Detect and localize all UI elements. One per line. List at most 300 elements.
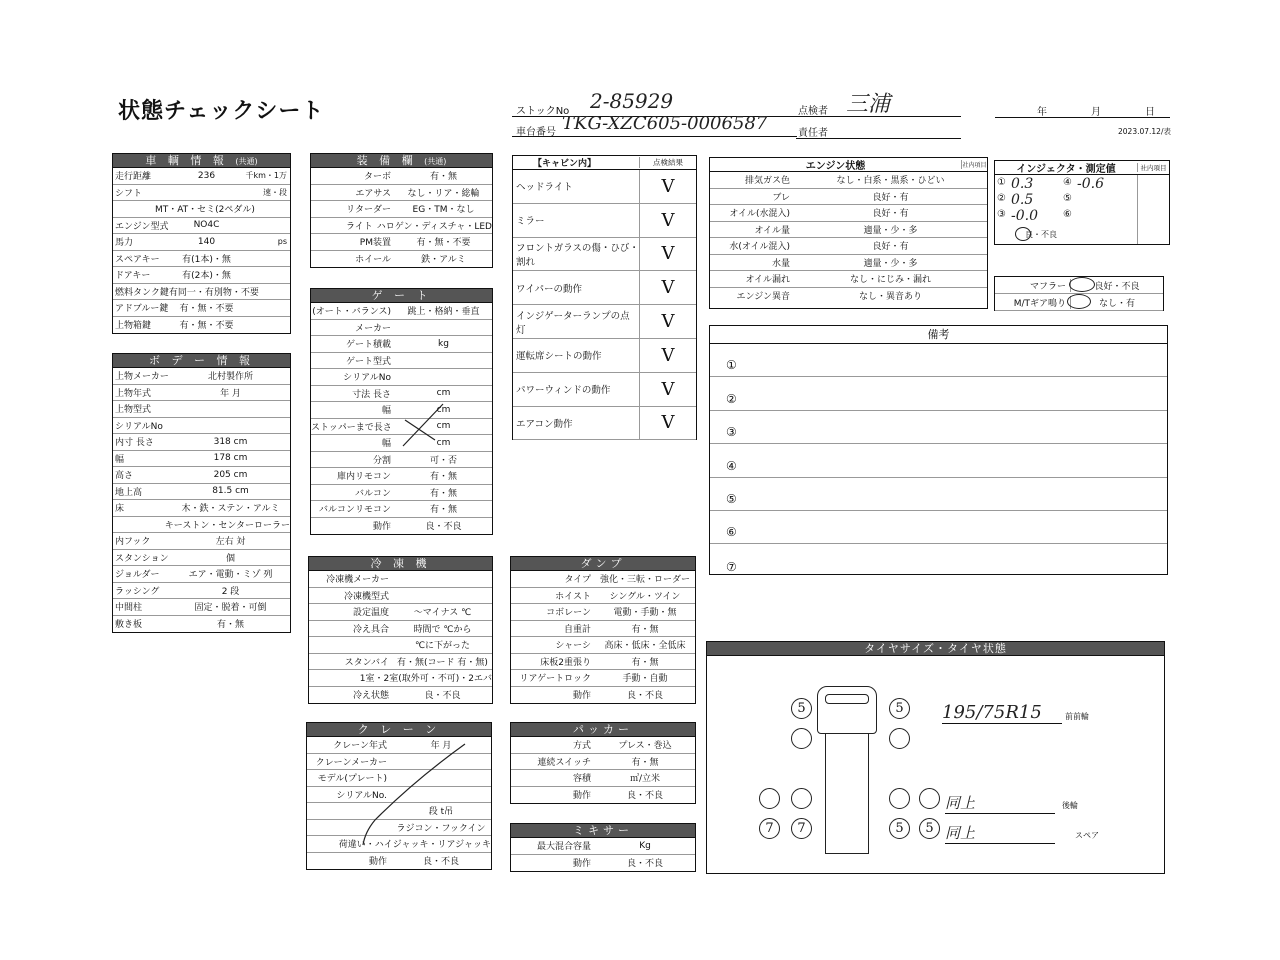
engine-row-value: 適量・少・多: [863, 258, 918, 269]
injector-value: [1077, 193, 1129, 207]
body-row-label: シリアルNo: [115, 421, 163, 432]
cabin-check-mark: V: [639, 170, 696, 203]
body-row: [113, 401, 290, 418]
dump-row: [511, 637, 695, 654]
gate-row-label: 寸法 長さ: [352, 389, 391, 400]
body-row: [113, 599, 290, 616]
chassis-value: TKG-XZC605-0006587: [562, 113, 768, 134]
reefer-row: [309, 604, 492, 621]
cabin-check-label: フロントガラスの傷・ひび・割れ: [516, 242, 639, 268]
body-row-value: 2 段: [221, 586, 240, 597]
gate-row-value: kg: [438, 338, 449, 349]
notes-line: ③: [710, 411, 1167, 444]
engine-row-value: 良好・有: [872, 192, 909, 203]
vehicle-row-value: 有(2本)・無: [182, 271, 231, 282]
crane-strike-mark: [345, 740, 475, 850]
gate-row: [311, 303, 492, 320]
dump-title: ダンプ: [511, 557, 695, 571]
body-row: [113, 368, 290, 385]
packer-row: [511, 737, 695, 754]
notes-section: [709, 325, 1168, 575]
gate-row-label: 分割: [372, 455, 391, 466]
tire-section: [706, 641, 1165, 874]
crane-row-value: 段 t吊: [428, 807, 454, 818]
body-row-value: キーストン・センターローラー: [164, 520, 290, 531]
injector-value: 0.3: [1011, 176, 1034, 192]
gate-row-value: 良・不良: [425, 522, 462, 533]
packer-row-label: 方式: [572, 741, 591, 752]
dump-row: [511, 670, 695, 687]
vehicle-row-label: エンジン型式: [115, 221, 169, 232]
gate-row-label: バルコンリモコン: [318, 505, 391, 516]
body-row-value: 木・鉄・ステン・アルミ: [181, 504, 280, 515]
injector-status: 良・不良: [1025, 230, 1057, 239]
vehicle-row-value: 236: [197, 170, 216, 181]
inspector-label: 点検者: [798, 106, 828, 117]
gate-row-label: 動作: [372, 522, 391, 533]
dump-row-value: 有・無: [631, 624, 659, 635]
truck-windshield-shape: [825, 694, 869, 704]
body-row-label: 内寸 長さ: [115, 438, 154, 449]
equip-row-value: 有・無: [429, 172, 457, 183]
engine-col-label: 社内項目: [962, 162, 987, 169]
cabin-title: 【キャビン内】: [533, 159, 597, 169]
muffler-value: 良好・不良: [1094, 281, 1140, 292]
crane-row-label: モデル(プレート): [317, 774, 387, 785]
responsible-label: 責任者: [798, 128, 828, 139]
vehicle-row-value: NO4C: [193, 220, 220, 231]
dump-row-value: 強化・三転・ローダー: [599, 575, 690, 586]
injector-col-label: 社内項目: [1137, 163, 1169, 172]
body-row: [113, 550, 290, 567]
vehicle-row-unit: 千km・1万: [245, 171, 287, 181]
packer-row-value: プレス・巻込: [618, 741, 672, 752]
packer-row-label: 連続スイッチ: [537, 757, 591, 768]
notes-title: 備考: [710, 326, 1167, 344]
gate-strike-mark: [395, 400, 455, 450]
engine-row-label: 排気ガス色: [744, 176, 790, 187]
mixer-section: [510, 823, 696, 872]
crane-row-value: 良・不良: [422, 857, 459, 868]
crane-row-label: シリアルNo.: [336, 790, 387, 801]
notes-line: ①: [710, 344, 1167, 377]
vehicle-row-value: 140: [197, 236, 216, 247]
equip-row-value: なし・リア・総輪: [407, 188, 480, 199]
body-row: [113, 484, 290, 501]
body-row: [113, 583, 290, 600]
tire-spare-label: スペア: [1075, 831, 1099, 840]
packer-title: パッカー: [511, 723, 695, 737]
vehicle-row: [113, 234, 290, 251]
body-row-label: 幅: [115, 454, 125, 465]
mixer-row-value: Kg: [639, 840, 651, 851]
reefer-row-label: スタンバイ: [344, 657, 389, 668]
reefer-row: [309, 571, 492, 588]
vehicle-row-unit: ps: [277, 237, 287, 247]
reefer-row: [309, 637, 492, 654]
engine-row-label: オイル量: [754, 225, 790, 236]
vehicle-row-value: 有(1本)・無: [182, 254, 231, 265]
body-row: [113, 616, 290, 633]
reefer-title: 冷 凍 機: [309, 557, 492, 571]
packer-section: [510, 722, 696, 804]
responsible-field: [796, 119, 961, 139]
mixer-title: ミキサー: [511, 824, 695, 838]
notes-line: ④: [710, 444, 1167, 477]
body-row-label: 高さ: [115, 471, 134, 482]
body-row-value: エア・電動・ミゾ 列: [188, 570, 273, 581]
tire-size-value: 195/75R15: [942, 702, 1062, 724]
packer-row-label: 容積: [572, 774, 591, 785]
cabin-check-row: [513, 407, 696, 441]
vehicle-row-label: シフト: [115, 188, 143, 199]
cabin-section: [512, 155, 697, 440]
tire-rear2-left-outer: 7: [759, 818, 780, 839]
dump-row-value: 良・不良: [626, 691, 663, 702]
gate-row: [311, 468, 492, 485]
body-row: [113, 451, 290, 468]
crane-row-value: ラジコン・フックイン: [396, 823, 486, 834]
gate-row-value: cm: [436, 388, 451, 399]
engine-section: [709, 157, 988, 309]
cabin-col-label: 点検結果: [639, 157, 696, 168]
body-row-label: 敷き板: [115, 620, 143, 631]
dump-row-label: シャーシ: [555, 641, 591, 652]
reefer-row-value: ℃に下がった: [414, 641, 471, 652]
injector-value: ③: [997, 209, 1006, 220]
packer-row: [511, 770, 695, 787]
gate-row: [311, 369, 492, 386]
vehicle-row: [113, 267, 290, 284]
crane-row-label: クレーン年式: [333, 741, 387, 752]
body-row: [113, 467, 290, 484]
reefer-row-value: 有・無(コード 有・無): [397, 657, 488, 668]
engine-row-label: オイル漏れ: [745, 275, 790, 286]
vehicle-info-section: [112, 153, 291, 334]
notes-line: ⑥: [710, 511, 1167, 544]
tire-rear-right-inner: [889, 788, 910, 809]
body-row-value: 318 cm: [213, 436, 248, 447]
vehicle-row: [113, 168, 290, 185]
inspector-field: [796, 92, 961, 117]
gate-row-value: cm: [436, 421, 451, 432]
equip-row: [311, 185, 492, 202]
equip-row-value: ハロゲン・ディスチャ・LED: [376, 221, 492, 232]
engine-row-value: なし・異音あり: [858, 292, 922, 303]
tire-rear-label: 後輪: [1062, 801, 1078, 810]
body-row-label: 地上高: [115, 487, 143, 498]
vehicle-row-label: アドブルー鍵: [115, 304, 169, 315]
equipment-title: 装 備 欄 (共通): [311, 154, 492, 168]
dump-section: [510, 556, 696, 704]
equip-row: [311, 251, 492, 268]
inspector-value: 三浦: [846, 92, 891, 117]
packer-row-value: 良・不良: [626, 791, 663, 802]
cabin-check-mark: V: [639, 238, 696, 271]
equip-row-value: EG・TM・なし: [412, 205, 475, 216]
dump-row-label: タイプ: [564, 575, 591, 586]
body-row-label: ジョルダー: [115, 570, 160, 581]
reefer-row-value: 時間で ℃から: [413, 624, 472, 635]
vehicle-row-unit: 速・段: [263, 187, 287, 197]
vehicle-row-label: 上物箱鍵: [115, 321, 152, 332]
date-field: [995, 100, 1170, 118]
body-row-label: 上物メーカー: [115, 372, 169, 383]
dump-row-label: 動作: [572, 691, 591, 702]
tire-front-right: 5: [889, 698, 910, 719]
gate-row: [311, 353, 492, 370]
engine-row: [710, 189, 987, 206]
injector-value: [1077, 209, 1129, 223]
dump-row: [511, 654, 695, 671]
vehicle-row: [113, 317, 290, 334]
cabin-check-label: 運転席シートの動作: [516, 351, 602, 363]
mixer-row-value: 良・不良: [626, 859, 663, 870]
vehicle-row-value: 有同一・有別物・不要: [168, 287, 259, 298]
body-row: [113, 418, 290, 435]
reefer-row-value: 〜マイナス ℃: [413, 608, 472, 619]
tire-spare-1: 5: [889, 818, 910, 839]
equip-row-label: ライト: [345, 221, 373, 232]
reefer-row: [309, 670, 492, 687]
vehicle-row-label: 馬力: [115, 238, 134, 249]
body-row-value: 年 月: [220, 388, 241, 399]
gate-row: [311, 320, 492, 337]
engine-row: [710, 238, 987, 255]
body-row-value: 個: [225, 553, 235, 564]
engine-row-label: エンジン異音: [736, 292, 790, 303]
packer-row: [511, 787, 695, 804]
equip-row-label: ターボ: [363, 172, 391, 183]
gate-row-label: シリアルNo: [343, 373, 391, 384]
reefer-row-label: 冷え状態: [352, 691, 389, 702]
dump-row-value: 高床・低床・全低床: [604, 641, 686, 652]
body-row-value: 有・無: [216, 620, 244, 631]
gate-row-value: 可・否: [429, 455, 457, 466]
tire-second-right: [889, 728, 910, 749]
dump-row-label: ホイスト: [555, 591, 591, 602]
tire-rear-same: 同上: [945, 792, 1055, 814]
dump-row: [511, 687, 695, 704]
gate-row-label: ストッパーまで長さ: [311, 422, 392, 433]
chassis-label: 車台番号: [516, 127, 556, 138]
muffler-section: [994, 276, 1164, 311]
dump-row: [511, 604, 695, 621]
body-row-value: 固定・脱着・可倒: [194, 603, 267, 614]
gate-row-value: 有・無: [429, 505, 457, 516]
mixer-row-label: 動作: [572, 859, 591, 870]
notes-line: ②: [710, 377, 1167, 410]
cabin-check-label: パワーウィンドの動作: [516, 385, 611, 397]
equipment-section: [310, 153, 493, 268]
packer-row: [511, 754, 695, 771]
cabin-check-mark: V: [639, 407, 696, 440]
injector-section: [994, 160, 1170, 245]
equip-row: [311, 234, 492, 251]
equip-row-label: リターダー: [345, 205, 391, 216]
cabin-check-mark: V: [639, 271, 696, 304]
body-row-value: 81.5 cm: [212, 486, 249, 497]
cabin-check-label: インジゲーターランプの点灯: [516, 310, 630, 336]
vehicle-row: [113, 300, 290, 317]
vehicle-row-label: 燃料タンク鍵: [115, 287, 169, 298]
dump-row-label: 床板2重張り: [540, 657, 591, 668]
vehicle-row: [113, 185, 290, 202]
engine-row-value: 良好・有: [872, 242, 909, 253]
engine-row: [710, 271, 987, 288]
engine-row-label: 水(オイル混入): [729, 242, 790, 253]
cabin-check-row: [513, 170, 696, 204]
crane-title: ク レ ー ン: [307, 723, 491, 737]
gate-row-value: 有・無: [429, 488, 457, 499]
reefer-row-label: 設定温度: [352, 608, 389, 619]
injector-value: ⑥: [1063, 209, 1072, 220]
reefer-row-label: 冷凍機メーカー: [326, 575, 389, 586]
engine-row: [710, 255, 987, 272]
gate-row-value: 跳上・格納・垂直: [407, 307, 480, 318]
reefer-row-label: 冷え具合: [352, 624, 389, 635]
reefer-row-value: 良・不良: [424, 691, 461, 702]
body-row-label: ラッシング: [115, 586, 160, 597]
tire-front-label: 前前輪: [1065, 712, 1089, 721]
vehicle-row: [113, 251, 290, 268]
injector-value: ④: [1063, 177, 1072, 188]
injector-value: ⑤: [1063, 193, 1072, 204]
equip-row-value: 鉄・アルミ: [421, 255, 466, 266]
gate-row: [311, 336, 492, 353]
page-title: 状態チェックシート: [118, 99, 325, 124]
cabin-check-row: [513, 271, 696, 305]
equip-row-label: ホイール: [355, 255, 391, 266]
dump-row-label: 自重計: [563, 624, 591, 635]
engine-row: [710, 222, 987, 239]
engine-row: [710, 288, 987, 305]
vehicle-row: [113, 284, 290, 301]
mt-label: M/Tギア鳴り: [995, 296, 1071, 309]
cabin-check-label: エアコン動作: [516, 418, 573, 430]
gate-row-label: メーカー: [355, 323, 391, 334]
stock-value: 2-85929: [590, 89, 674, 113]
tire-front-left: 5: [791, 698, 812, 719]
notes-line: ⑤: [710, 478, 1167, 511]
cabin-check-row: [513, 339, 696, 373]
dump-row-label: コボレーン: [546, 608, 591, 619]
reefer-row-value: 1室・2室(取外可・不可)・2エバ: [359, 674, 492, 685]
body-info-title: ボ デ ー 情 報: [113, 354, 290, 368]
gate-row-label: 幅: [381, 406, 391, 417]
reefer-row: [309, 654, 492, 671]
body-row: [113, 566, 290, 583]
tire-rear-left-inner: [791, 788, 812, 809]
cabin-check-row: [513, 238, 696, 272]
truck-bed-shape: [825, 734, 869, 854]
mixer-row: [511, 838, 695, 855]
vehicle-row-value: MT・AT・セミ(2ペダル): [154, 205, 255, 216]
dump-row-value: 有・無: [631, 657, 659, 668]
body-row: [113, 533, 290, 550]
dump-row-value: 手動・自動: [622, 674, 668, 685]
tire-title: タイヤサイズ・タイヤ状態: [707, 642, 1164, 656]
cabin-check-mark: V: [639, 339, 696, 372]
packer-row-value: 有・無: [631, 757, 659, 768]
body-row-value: 左右 対: [215, 537, 246, 548]
equip-row-label: エアサス: [355, 188, 391, 199]
equip-row: [311, 201, 492, 218]
tire-spare-same: 同上: [945, 822, 1055, 844]
crane-row-label: 動作: [368, 857, 387, 868]
equip-row-label: PM装置: [359, 238, 391, 249]
tire-rear-left-outer: [759, 788, 780, 809]
cabin-check-label: ミラー: [516, 216, 545, 228]
engine-row-label: 水量: [771, 258, 790, 269]
crane-row-value: 年 月: [430, 741, 452, 752]
gate-row-label: 幅: [381, 439, 391, 450]
body-row-label: 床: [115, 504, 125, 515]
crane-row-value: 荷違い・ハイジャッキ・リアジャッキ: [338, 840, 491, 851]
gate-row-label: バルコン: [354, 488, 391, 499]
injector-value: ①: [997, 177, 1006, 188]
gate-row: [311, 452, 492, 469]
packer-row-label: 動作: [572, 791, 591, 802]
gate-row-value: 有・無: [429, 472, 457, 483]
tire-rear2-left-inner: 7: [791, 818, 812, 839]
body-row: [113, 434, 290, 451]
dump-row-value: シングル・ツイン: [609, 591, 681, 602]
reefer-row-label: 冷凍機型式: [343, 591, 389, 602]
mt-value: なし・有: [1098, 298, 1135, 309]
cabin-check-label: ワイパーの動作: [516, 283, 583, 295]
mixer-row: [511, 855, 695, 872]
muffler-label: マフラー: [995, 279, 1071, 292]
vehicle-info-title: 車 輌 情 報 (共通): [113, 154, 290, 168]
chassis-field: [512, 113, 797, 138]
vehicle-row-value: 有・無・不要: [179, 304, 234, 315]
engine-row-label: ブレ: [772, 192, 790, 203]
vehicle-row: [113, 201, 290, 218]
body-row-value: 北村製作所: [207, 372, 253, 383]
reefer-row: [309, 621, 492, 638]
body-row-value: 205 cm: [213, 469, 248, 480]
cabin-check-row: [513, 373, 696, 407]
engine-row: [710, 172, 987, 189]
gate-row-value: cm: [436, 404, 451, 415]
cabin-check-mark: V: [639, 305, 696, 338]
body-row: [113, 500, 290, 517]
dump-row: [511, 588, 695, 605]
dump-row: [511, 621, 695, 638]
injector-value: -0.6: [1077, 176, 1104, 192]
body-row: [113, 385, 290, 402]
day-label: 日: [1145, 107, 1155, 118]
engine-title: エンジン状態: [805, 161, 866, 172]
body-row-label: スタンション: [115, 553, 169, 564]
reefer-row: [309, 687, 492, 704]
dump-row-label: リアゲートロック: [519, 674, 591, 685]
body-info-section: [112, 353, 291, 633]
gate-title: ゲ ー ト: [311, 289, 492, 303]
equip-row: [311, 168, 492, 185]
month-label: 月: [1091, 107, 1101, 118]
gate-row: [311, 501, 492, 518]
dump-row-value: 電動・手動・無: [613, 608, 677, 619]
gate-row: [311, 518, 492, 535]
tire-second-left: [791, 728, 812, 749]
mixer-row-label: 最大混合容量: [536, 842, 591, 853]
injector-value: ②: [997, 193, 1006, 204]
engine-row-value: 良好・有: [872, 209, 909, 220]
engine-row-value: なし・白系・黒系・ひどい: [836, 176, 945, 187]
stock-label: ストックNo: [516, 106, 570, 117]
